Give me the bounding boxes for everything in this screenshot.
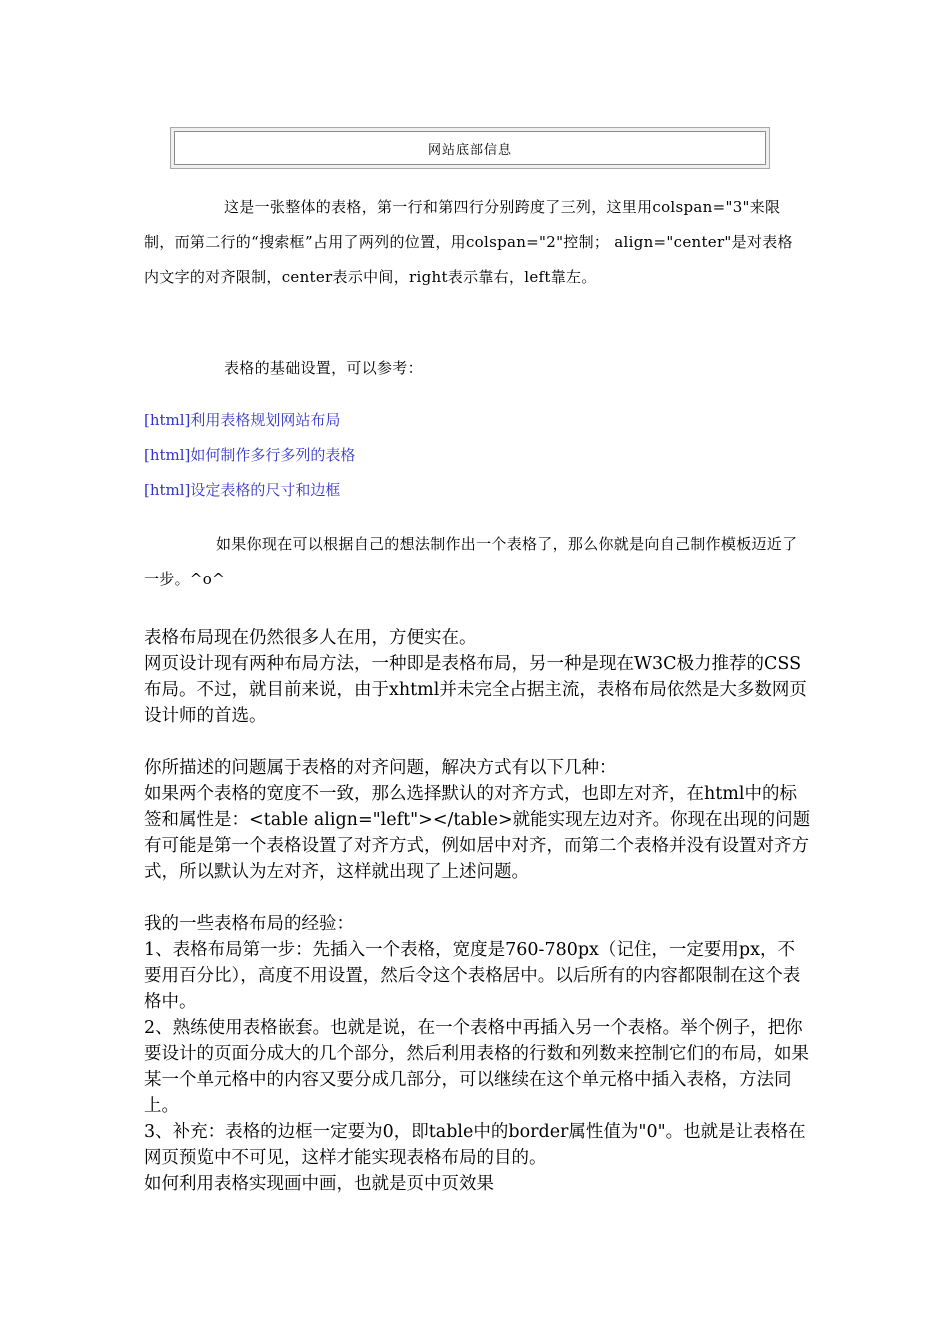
closing-paragraph: 如果你现在可以根据自己的想法制作出一个表格了，那么你就是向自己制作模板迈近了一步。^o^	[144, 535, 798, 588]
closing-section	[144, 527, 804, 597]
link-multi-row-table[interactable]: [html]如何制作多行多列的表格	[144, 446, 356, 464]
body-p3-last: 如何利用表格实现画中画，也就是页中页效果	[144, 1174, 494, 1194]
intro-section	[144, 190, 804, 295]
body-p2-line2: 如果两个表格的宽度不一致，那么选择默认的对齐方式，也即左对齐，在html中的标签和属性是：<table align="left"></table>就能实现左边对齐。你现在出现的问题有可能是第一个表格设置了对齐方式，例如居中对齐，而第二个表格并没有设置对齐方式，所以默认为左对齐，这样就出现了上述问题。	[144, 784, 811, 882]
body-p3-item1: 1、表格布局第一步：先插入一个表格，宽度是760-780px（记住，一定要用px，不要用百分比），高度不用设置，然后令这个表格居中。以后所有的内容都限制在这个表格中。	[144, 940, 801, 1012]
answer-body	[144, 625, 812, 1197]
body-p1-line1: 表格布局现在仍然很多人在用，方便实在。	[144, 628, 477, 648]
reference-heading: 表格的基础设置，可以参考：	[224, 359, 423, 377]
body-p1-line2: 网页设计现有两种布局方法，一种即是表格布局，另一种是现在W3C极力推荐的CSS布局。不过，就目前来说，由于xhtml并未完全占据主流，表格布局依然是大多数网页设计师的首选。	[144, 654, 807, 726]
footer-table	[170, 127, 770, 169]
reference-section	[144, 351, 804, 386]
body-p2-line1: 你所描述的问题属于表格的对齐问题，解决方式有以下几种：	[144, 758, 617, 778]
footer-table-cell: 网站底部信息	[174, 131, 766, 165]
reference-links	[144, 403, 804, 508]
intro-paragraph: 这是一张整体的表格，第一行和第四行分别跨度了三列，这里用colspan="3"来限制，而第二行的“搜索框”占用了两列的位置，用colspan="2"控制； align="center"是对表格内文字的对齐限制，center表示中间，right表示靠右，left靠左。	[144, 198, 793, 286]
body-p3-item3: 3、补充：表格的边框一定要为0，即table中的border属性值为"0"。也就是让表格在网页预览中不可见，这样才能实现表格布局的目的。	[144, 1122, 806, 1168]
link-table-layout[interactable]: [html]利用表格规划网站布局	[144, 411, 341, 429]
link-table-size-border[interactable]: [html]设定表格的尺寸和边框	[144, 481, 341, 499]
body-p3-line1: 我的一些表格布局的经验：	[144, 914, 354, 934]
body-p3-item2: 2、熟练使用表格嵌套。也就是说，在一个表格中再插入另一个表格。举个例子，把你要设计的页面分成大的几个部分，然后利用表格的行数和列数来控制它们的布局，如果某一个单元格中的内容又要分成几部分，可以继续在这个单元格中插入表格，方法同上。	[144, 1018, 809, 1116]
